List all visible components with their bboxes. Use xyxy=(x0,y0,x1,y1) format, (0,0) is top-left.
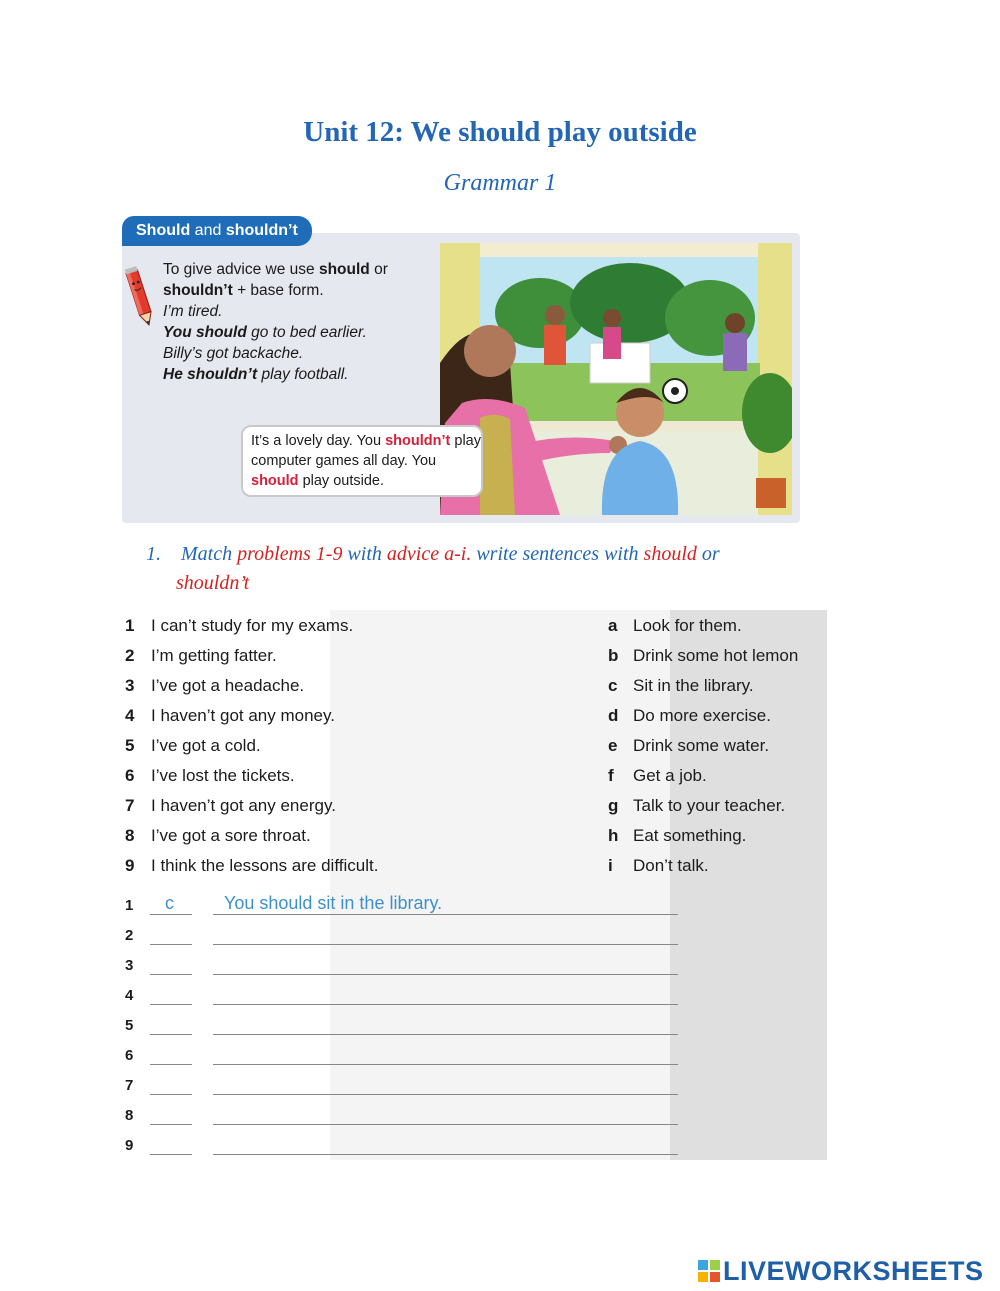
example-keyword: You should xyxy=(163,324,247,341)
answer-row xyxy=(125,1047,685,1077)
rule-text-base-form: + base form. xyxy=(237,282,324,299)
example-1-a xyxy=(163,301,433,322)
list-item xyxy=(125,676,595,706)
item-text: Talk to your teacher. xyxy=(633,796,786,815)
letter-answer-field[interactable] xyxy=(150,1094,192,1095)
grammar-tag xyxy=(122,216,312,246)
item-number: 2 xyxy=(125,646,135,665)
letter-answer-field[interactable] xyxy=(150,914,192,915)
item-letter: f xyxy=(608,766,614,785)
item-letter: i xyxy=(608,856,613,875)
rule-line-1 xyxy=(163,259,433,280)
example-text: Billy’s got backache. xyxy=(163,345,304,362)
bubble-text: It’s a lovely day. You xyxy=(251,433,382,449)
instruction-text: write sentences with xyxy=(476,543,639,565)
sentence-answer-field[interactable] xyxy=(213,1124,678,1125)
list-item xyxy=(125,736,595,766)
answer-number: 1 xyxy=(125,897,134,914)
item-text: Sit in the library. xyxy=(633,676,754,695)
grammar-rule xyxy=(163,259,433,385)
illustration xyxy=(440,243,792,515)
answer-number: 2 xyxy=(125,927,134,944)
item-letter: d xyxy=(608,706,619,725)
item-text: I’ve got a headache. xyxy=(151,676,305,695)
rule-keyword-shouldnt: shouldn’t xyxy=(163,282,233,299)
list-item xyxy=(125,706,595,736)
grammar-tag-and: and xyxy=(194,222,222,239)
item-number: 8 xyxy=(125,826,135,845)
sentence-answer-field[interactable] xyxy=(213,944,678,945)
example-text: I’m tired. xyxy=(163,303,223,320)
item-text: Drink some water. xyxy=(633,736,770,755)
instruction-highlight: shouldn’t xyxy=(176,572,250,594)
sentence-answer-field[interactable] xyxy=(213,1004,678,1005)
instruction-text: with xyxy=(347,543,382,565)
item-text: I’m getting fatter. xyxy=(151,646,277,665)
answer-row xyxy=(125,927,685,957)
sentence-answer-field[interactable] xyxy=(213,914,678,915)
answer-row xyxy=(125,1107,685,1137)
list-item xyxy=(125,796,595,826)
item-letter: b xyxy=(608,646,619,665)
liveworksheets-logo xyxy=(698,1256,984,1286)
sentence-answer-field[interactable] xyxy=(213,1154,678,1155)
logo-text: LIVEWORKSHEETS xyxy=(723,1256,984,1286)
rule-text: To give advice we use xyxy=(163,261,315,278)
advice-list xyxy=(608,616,828,886)
item-letter: e xyxy=(608,736,618,755)
rule-text-or: or xyxy=(374,261,388,278)
speech-bubble xyxy=(241,425,483,497)
item-letter: a xyxy=(608,616,618,635)
list-item xyxy=(608,706,828,736)
list-item xyxy=(125,646,595,676)
answer-row xyxy=(125,1137,685,1167)
bubble-text: play computer games all day. You xyxy=(251,433,481,469)
item-number: 5 xyxy=(125,736,135,755)
answer-number: 5 xyxy=(125,1017,134,1034)
letter-answer-field[interactable] xyxy=(150,1004,192,1005)
item-letter: h xyxy=(608,826,619,845)
item-text: Look for them. xyxy=(633,616,742,635)
instruction xyxy=(146,540,826,598)
letter-answer-field[interactable] xyxy=(150,1124,192,1125)
grammar-tag-shouldnt: shouldn’t xyxy=(225,222,298,239)
example-2-a xyxy=(163,343,433,364)
sentence-answer-field[interactable] xyxy=(213,974,678,975)
item-number: 4 xyxy=(125,706,135,725)
letter-answer-field[interactable] xyxy=(150,1154,192,1155)
example-text: go to bed earlier. xyxy=(251,324,367,341)
answer-number: 4 xyxy=(125,987,134,1004)
page-title: Unit 12: We should play outside xyxy=(303,116,697,148)
item-text: I think the lessons are difficult. xyxy=(151,856,379,875)
rule-line-2 xyxy=(163,280,433,301)
answer-row xyxy=(125,1077,685,1107)
answer-row xyxy=(125,957,685,987)
item-text: I haven’t got any energy. xyxy=(151,796,336,815)
bubble-keyword-shouldnt: shouldn’t xyxy=(385,433,451,449)
list-item xyxy=(125,826,595,856)
example-keyword: He shouldn’t xyxy=(163,366,258,383)
letter-answer-value[interactable]: c xyxy=(165,893,174,913)
item-text: I haven’t got any money. xyxy=(151,706,335,725)
item-number: 9 xyxy=(125,856,135,875)
list-item xyxy=(125,766,595,796)
instruction-text: or xyxy=(701,543,720,565)
pencil-icon xyxy=(124,264,158,330)
instruction-highlight: problems 1-9 xyxy=(237,543,343,565)
logo-mark-icon xyxy=(698,1260,720,1282)
answer-row xyxy=(125,893,685,927)
list-item xyxy=(608,766,828,796)
list-item xyxy=(608,676,828,706)
item-text: Eat something. xyxy=(633,826,747,845)
instruction-text: Match xyxy=(181,543,233,565)
answer-number: 9 xyxy=(125,1137,134,1154)
list-item xyxy=(125,856,595,886)
letter-answer-field[interactable] xyxy=(150,1034,192,1035)
bubble-text: play outside. xyxy=(302,473,384,489)
example-text: play football. xyxy=(261,366,349,383)
item-text: Don’t talk. xyxy=(633,856,709,875)
item-letter: c xyxy=(608,676,618,695)
answer-row xyxy=(125,987,685,1017)
list-item xyxy=(608,616,828,646)
letter-answer-field[interactable] xyxy=(150,944,192,945)
example-1-b xyxy=(163,322,433,343)
list-item xyxy=(608,856,828,886)
list-item xyxy=(608,796,828,826)
list-item xyxy=(608,646,828,676)
sentence-answer-value[interactable]: You should sit in the library. xyxy=(224,893,443,913)
answer-number: 3 xyxy=(125,957,134,974)
item-text: Do more exercise. xyxy=(633,706,771,725)
sentence-answer-field[interactable] xyxy=(213,1094,678,1095)
instruction-highlight: should xyxy=(643,543,697,565)
answer-area xyxy=(125,893,685,1167)
rule-keyword-should: should xyxy=(318,261,370,278)
sentence-answer-field[interactable] xyxy=(213,1034,678,1035)
answer-number: 8 xyxy=(125,1107,134,1124)
item-letter: g xyxy=(608,796,619,815)
sentence-answer-field[interactable] xyxy=(213,1064,678,1065)
item-number: 7 xyxy=(125,796,135,815)
bubble-keyword-should: should xyxy=(251,473,299,489)
item-number: 3 xyxy=(125,676,135,695)
list-item xyxy=(608,736,828,766)
item-text: I’ve got a sore throat. xyxy=(151,826,311,845)
instruction-number: 1. xyxy=(146,543,161,565)
answer-number: 7 xyxy=(125,1077,134,1094)
letter-answer-field[interactable] xyxy=(150,1064,192,1065)
item-text: I’ve got a cold. xyxy=(151,736,261,755)
answer-number: 6 xyxy=(125,1047,134,1064)
item-text: I can’t study for my exams. xyxy=(151,616,354,635)
item-text: Drink some hot lemon xyxy=(633,646,799,665)
list-item xyxy=(608,826,828,856)
item-text: I’ve lost the tickets. xyxy=(151,766,295,785)
item-text: Get a job. xyxy=(633,766,707,785)
grammar-tag-should: Should xyxy=(136,222,191,239)
problems-list xyxy=(125,616,595,886)
page-subtitle: Grammar 1 xyxy=(443,170,557,196)
letter-answer-field[interactable] xyxy=(150,974,192,975)
item-number: 6 xyxy=(125,766,135,785)
answer-row xyxy=(125,1017,685,1047)
item-number: 1 xyxy=(125,616,135,635)
instruction-highlight: advice a-i. xyxy=(386,543,472,565)
list-item xyxy=(125,616,595,646)
example-2-b xyxy=(163,364,433,385)
